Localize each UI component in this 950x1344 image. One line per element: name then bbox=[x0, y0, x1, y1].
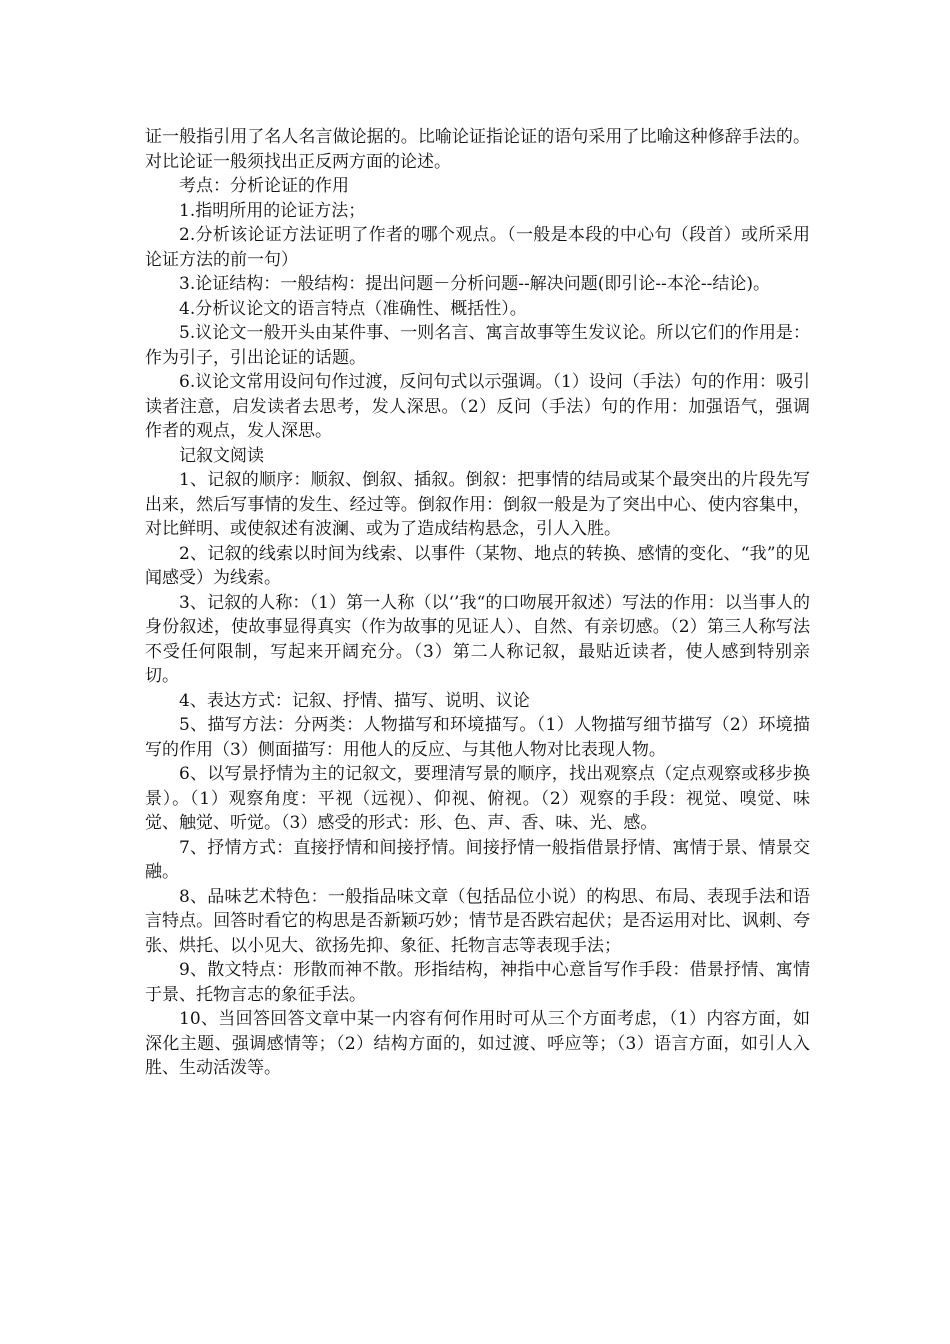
paragraph-14: 5、描写方法：分两类：人物描写和环境描写。（1）人物描写细节描写（2）环境描写的作用（3）侧面描写：用他人的反应、与其他人物对比表现人物。 bbox=[145, 715, 810, 760]
section-heading: 记叙文阅读 bbox=[179, 445, 264, 466]
paragraph-17: 8、品味艺术特色：一般指品味文章（包括品位小说）的构思、布局、表现手法和语言特点。回答时看它的构思是否新颖巧妙；情节是否跌宕起伏；是否运用对比、讽刺、夸张、烘托、以小见大、欲扬先抑、象征、托物言志等表现手法； bbox=[145, 886, 810, 956]
paragraph-4: 2.分析该论证方法证明了作者的哪个观点。（一般是本段的中心句（段首）或所采用论证方法的前一句） bbox=[145, 225, 810, 270]
paragraph-11: 2、记叙的线索以时间为线索、以事件（某物、地点的转换、感情的变化、“我”的见闻感受）为线索。 bbox=[145, 543, 810, 588]
paragraph-1: 证一般指引用了名人名言做论据的。比喻论证指论证的语句采用了比喻这种修辞手法的。对比论证一般须找出正反两方面的论述。 bbox=[145, 127, 810, 172]
paragraph-2: 考点：分析论证的作用 bbox=[179, 176, 349, 196]
paragraph-18: 9、散文特点：形散而神不散。形指结构，神指中心意旨写作手段：借景抒情、寓情于景、托物言志的象征手法。 bbox=[145, 960, 810, 1005]
paragraph-15: 6、以写景抒情为主的记叙文，要理清写景的顺序，找出观察点（定点观察或移步换景）。（1）观察角度：平视（远视）、仰视、俯视。（2）观察的手段：视觉、嗅觉、味觉、触觉、听觉。（3）感受的形式：形、色、声、香、味、光、感。 bbox=[145, 764, 810, 833]
document-body bbox=[145, 125, 810, 1081]
paragraph-6: 4.分析议论文的语言特点（准确性、概括性）。 bbox=[179, 298, 527, 319]
paragraph-16: 7、抒情方式：直接抒情和间接抒情。间接抒情一般指借景抒情、寓情于景、情景交融。 bbox=[145, 837, 810, 882]
paragraph-19: 10、当回答回答文章中某一内容有何作用时可从三个方面考虑，（1）内容方面，如深化主题、强调感情等；（2）结构方面的，如过渡、呼应等；（3）语言方面，如引人入胜、生动活泼等。 bbox=[145, 1009, 810, 1078]
paragraph-13: 4、表达方式：记叙、抒情、描写、说明、议论 bbox=[179, 690, 530, 711]
paragraph-3: 1.指明所用的论证方法； bbox=[179, 200, 366, 221]
paragraph-10: 1、记叙的顺序：顺叙、倒叙、插叙。倒叙：把事情的结局或某个最突出的片段先写出来，然后写事情的发生、经过等。倒叙作用：倒叙一般是为了突出中心、使内容集中，对比鲜明、或使叙述有波澜、或为了造成结构悬念，引人入胜。 bbox=[145, 470, 810, 539]
paragraph-5: 3.论证结构：一般结构：提出问题－分析问题--解决问题(即引论--本沦--结论)。 bbox=[179, 274, 770, 294]
paragraph-8: 6.议论文常用设问句作过渡，反问句式以示强调。（1）设问（手法）句的作用：吸引读者注意，启发读者去思考，发人深思。（2）反问（手法）句的作用：加强语气，强调作者的观点，发人深思。 bbox=[145, 372, 810, 441]
paragraph-12: 3、记叙的人称：（1）第一人称（以‘’我“的口吻展开叙述）写法的作用：以当事人的身份叙述，使故事显得真实（作为故事的见证人）、自然、有亲切感。（2）第三人称写法不受任何限制，写起来开阔充分。（3）第二人称记叙，最贴近读者，使人感到特别亲切。 bbox=[145, 592, 810, 686]
paragraph-7: 5.议论文一般开头由某件事、一则名言、寓言故事等生发议论。所以它们的作用是：作为引子，引出论证的话题。 bbox=[145, 323, 810, 368]
